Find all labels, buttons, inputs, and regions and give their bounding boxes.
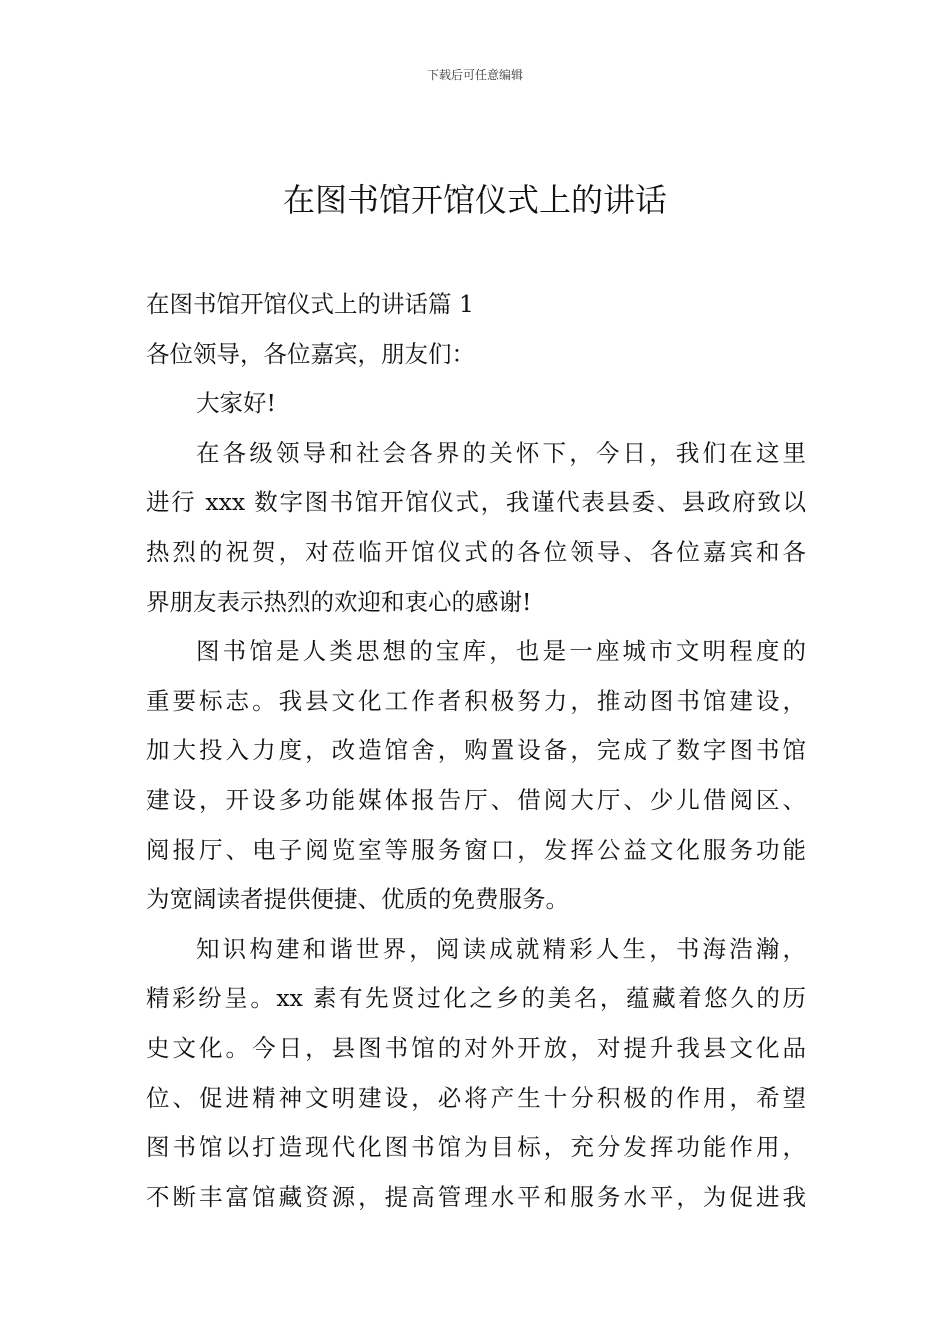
paragraph-3-line-2: 精彩纷呈。xx 素有先贤过化之乡的美名，蕴藏着悠久的历 [146, 984, 806, 1013]
paragraph-2-line-3: 加大投入力度，改造馆舍，购置设备，完成了数字图书馆 [146, 736, 806, 765]
paragraph-1-line-3: 热烈的祝贺，对莅临开馆仪式的各位领导、各位嘉宾和各 [146, 537, 806, 566]
section-subtitle: 在图书馆开馆仪式上的讲话篇 1 [146, 290, 474, 318]
paragraph-1-line-1: 在各级领导和社会各界的关怀下，今日，我们在这里 [196, 438, 806, 467]
paragraph-3-line-1: 知识构建和谐世界，阅读成就精彩人生，书海浩瀚， [196, 934, 806, 963]
paragraph-3-line-4: 位、促进精神文明建设，必将产生十分积极的作用，希望 [146, 1083, 806, 1112]
greeting: 大家好! [196, 389, 276, 418]
paragraph-2-line-2: 重要标志。我县文化工作者积极努力，推动图书馆建设， [146, 686, 806, 715]
salutation: 各位领导，各位嘉宾，朋友们： [146, 339, 475, 368]
paragraph-2-line-4: 建设，开设多功能媒体报告厅、借阅大厅、少儿借阅区、 [146, 785, 806, 814]
paragraph-2-line-5: 阅报厅、电子阅览室等服务窗口，发挥公益文化服务功能 [146, 835, 806, 864]
paragraph-3-line-3: 史文化。今日，县图书馆的对外开放，对提升我县文化品 [146, 1033, 806, 1062]
header-note: 下载后可任意编辑 [426, 68, 523, 82]
paragraph-3-line-5: 图书馆以打造现代化图书馆为目标，充分发挥功能作用， [146, 1133, 806, 1162]
paragraph-3-line-6: 不断丰富馆藏资源，提高管理水平和服务水平，为促进我 [146, 1182, 806, 1211]
document-body [146, 280, 806, 1222]
paragraph-2-line-6: 为宽阔读者提供便捷、优质的免费服务。 [146, 885, 569, 914]
document-title: 在图书馆开馆仪式上的讲话 [282, 181, 667, 219]
paragraph-2-line-1: 图书馆是人类思想的宝库，也是一座城市文明程度的 [196, 637, 806, 666]
paragraph-1-line-2: 进行 xxx 数字图书馆开馆仪式，我谨代表县委、县政府致以 [146, 488, 806, 517]
paragraph-1-line-4: 界朋友表示热烈的欢迎和衷心的感谢! [146, 587, 532, 616]
